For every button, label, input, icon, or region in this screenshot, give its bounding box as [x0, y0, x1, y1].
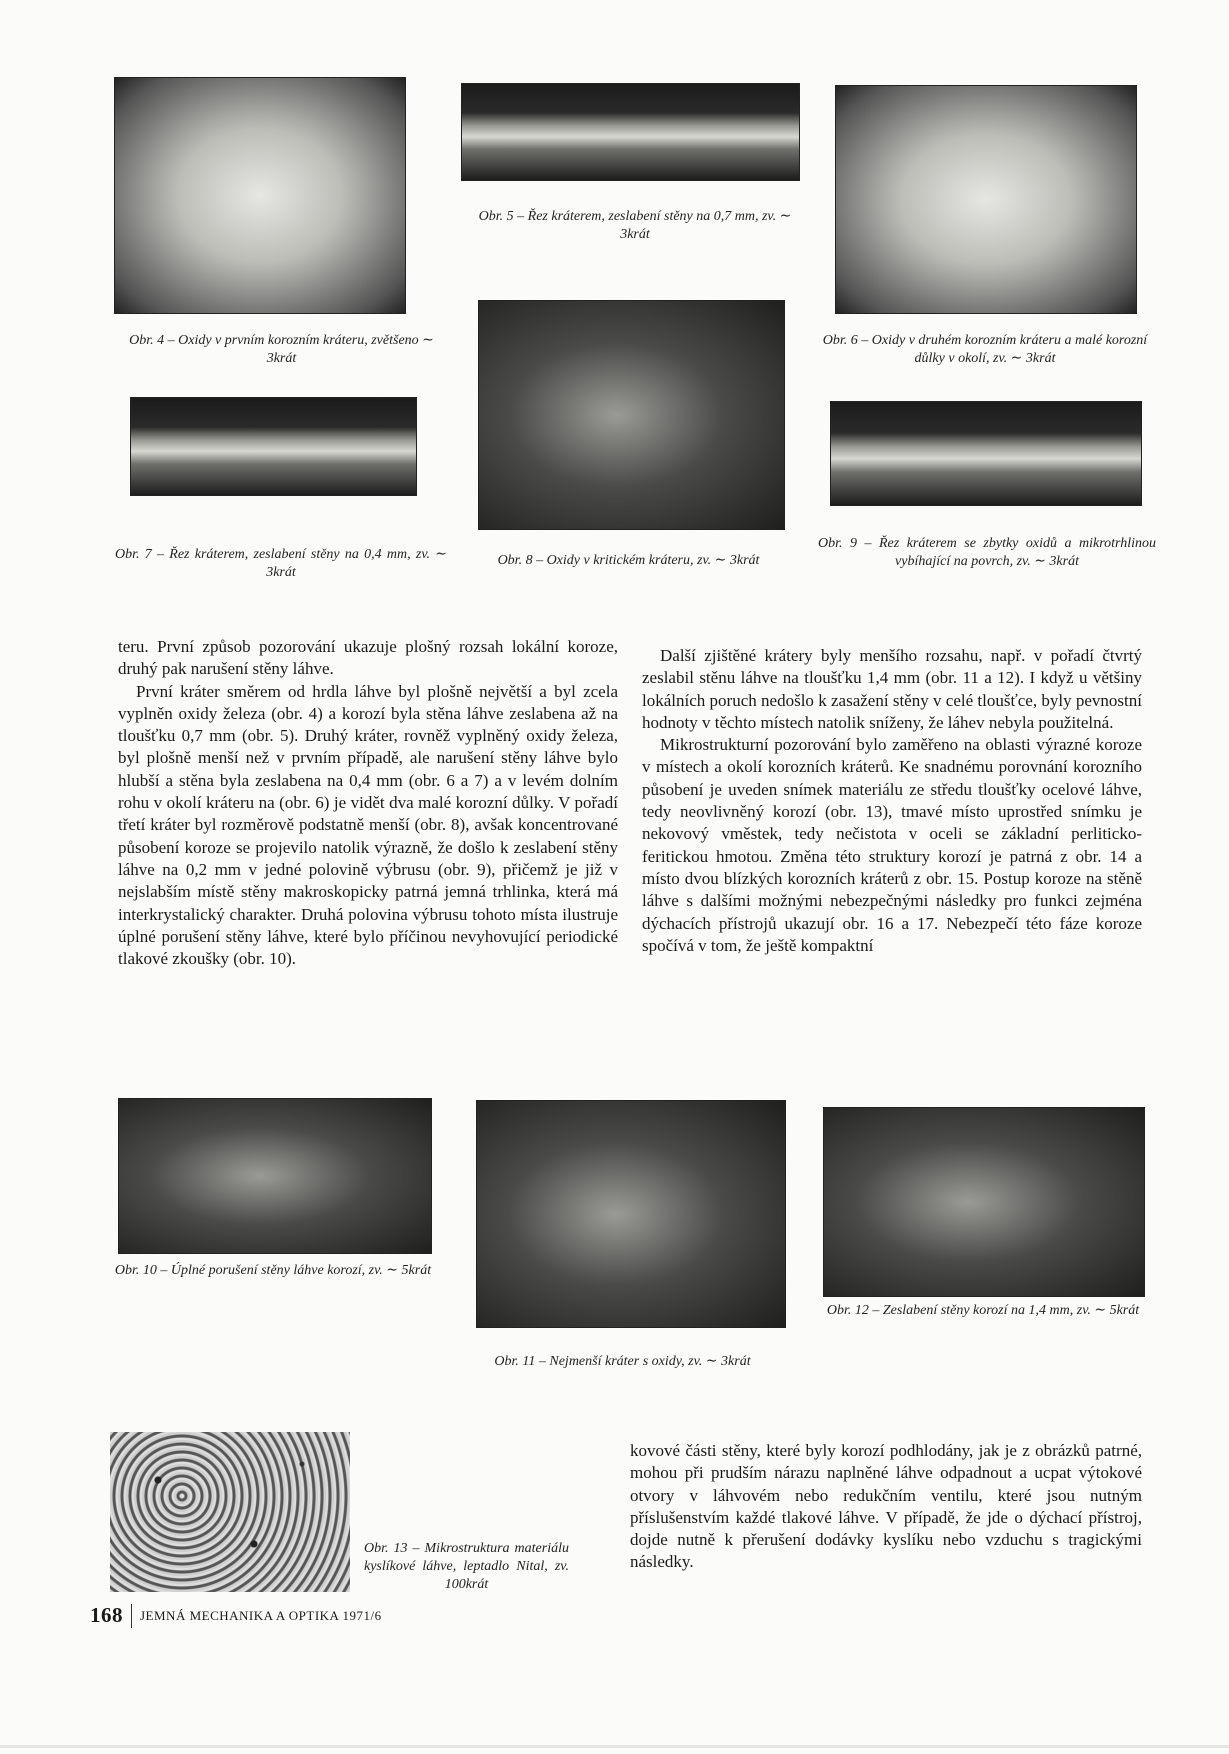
- page-footer: [90, 1603, 382, 1628]
- left-column-text: [118, 636, 618, 970]
- left-paragraph-2: První kráter směrem od hrdla láhve byl plošně největší a byl zcela vyplněn oxidy železa (obr. 4) a korozí byla stěna láhve zeslabena až na tloušťku 0,7 mm (obr. 5). Druhý kráter, rovněž vyplněný oxidy železa, byl plošně menší než v prvním případě, ale narušení stěny láhve bylo hlubší a stěna byla zeslabena na 0,4 mm (obr. 6 a 7) a v levém dolním rohu v okolí kráteru na (obr. 6) je vidět dva malé korozní důlky. V pořadí třetí kráter byl rozměrově podstatně menší (obr. 8), avšak koncentrované působení koroze se projevilo natolik výrazně, že došlo k zeslabení stěny láhve na 0,2 mm v jedné polovině výbrusu (obr. 9), přičemž je již v nejslabším místě stěny makroskopicky patrná jemná trhlinka, která má interkrystalický charakter. Druhá polovina výbrusu tohoto místa ilustruje úplné porušení stěny láhve, které bylo příčinou nevyhovující periodické tlakové zkoušky (obr. 10).: [118, 681, 618, 969]
- figure-7-photo: [130, 397, 417, 496]
- figure-9-photo: [830, 401, 1142, 506]
- right-paragraph-2: Mikrostrukturní pozorování bylo zaměřeno na oblasti výrazné koroze v místech a okolí korozních kráterů. Ke snadnému porovnání korozního působení je uveden snímek materiálu ze středu tloušťky ocelové láhve, tedy neovlivněný korozí (obr. 13), tmavé místo uprostřed snímku je nekovový vměstek, tedy nečistota v oceli se základní perliticko-feritickou hmotou. Změna této struktury korozí je patrná z obr. 14 a místo dvou blízkých korozních kráterů z obr. 15. Postup koroze na stěně láhve s dalšími možnými nebezpečnými následky pro funkci zejména dýchacích přístrojů ukazují obr. 16 a 17. Nebezpečí této fáze koroze spočívá v tom, že ještě kompaktní: [642, 735, 1142, 955]
- figure-8-caption: Obr. 8 – Oxidy v kritickém kráteru, zv. ∼ 3krát: [497, 553, 760, 568]
- figure-6-photo: [835, 85, 1137, 314]
- figure-8-photo: [478, 300, 785, 530]
- figure-12-photo: [823, 1107, 1145, 1297]
- figure-13-photo: [110, 1432, 350, 1592]
- left-paragraph-1: teru. První způsob pozorování ukazuje plošný rozsah lokální koroze, druhý pak narušení stěny láhve.: [118, 637, 618, 679]
- figure-4-photo: [114, 77, 406, 314]
- bottom-paragraph: kovové části stěny, které byly korozí podhlodány, jak je z obrázků patrné, mohou při prudším nárazu naplněné láhve odpadnout a ucpat výtokové otvory v láhvovém nebo redukčním ventilu, které jsou nutným příslušenstvím každé tlakové láhve. V případě, že jde o dýchací přístroj, dojde nutně k přerušení dodávky kyslíku nebo vzduchu s tragickými následky.: [630, 1441, 1142, 1572]
- footer-divider: [131, 1604, 132, 1628]
- figure-10-caption: Obr. 10 – Úplné porušení stěny láhve korozí, zv. ∼ 5krát: [114, 1263, 432, 1278]
- page-number: 168: [90, 1603, 123, 1627]
- figure-4-caption: Obr. 4 – Oxidy v prvním korozním kráteru, zvětšeno ∼ 3krát: [129, 333, 434, 366]
- figure-9-caption: Obr. 9 – Řez kráterem se zbytky oxidů a mikrotrhlinou vybíhající na povrch, zv. ∼ 3krát: [818, 536, 1156, 569]
- figure-11-photo: [476, 1100, 786, 1328]
- right-paragraph-1: Další zjištěné krátery byly menšího rozsahu, např. v pořadí čtvrtý zeslabil stěnu láhve na tloušťku 1,4 mm (obr. 11 a 12). I když u většiny lokálních poruch nedošlo k zasažení stěny v celé tloušťce, byly pevnostní hodnoty v těchto místech natolik sníženy, že láhev nebyla použitelná.: [642, 646, 1142, 732]
- figure-5-caption: Obr. 5 – Řez kráterem, zeslabení stěny na 0,7 mm, zv. ∼ 3krát: [478, 209, 792, 242]
- figure-10-photo: [118, 1098, 432, 1254]
- figure-5-photo: [461, 83, 800, 181]
- right-column-text: [642, 645, 1142, 957]
- figure-11-caption: Obr. 11 – Nejmenší kráter s oxidy, zv. ∼ 3krát: [494, 1354, 751, 1369]
- figure-13-caption: Obr. 13 – Mikrostruktura materiálu kyslíkové láhve, leptadlo Nital, zv. 100krát: [364, 1541, 569, 1592]
- figure-12-caption: Obr. 12 – Zeslabení stěny korozí na 1,4 mm, zv. ∼ 5krát: [826, 1303, 1140, 1318]
- scan-edge: [0, 1745, 1229, 1748]
- journal-title: JEMNÁ MECHANIKA A OPTIKA 1971/6: [140, 1607, 382, 1623]
- figure-7-caption: Obr. 7 – Řez kráterem, zeslabení stěny na 0,4 mm, zv. ∼ 3krát: [115, 547, 447, 580]
- bottom-column-text: [630, 1440, 1142, 1574]
- figure-6-caption: Obr. 6 – Oxidy v druhém korozním kráteru a malé korozní důlky v okolí, zv. ∼ 3krát: [822, 333, 1148, 366]
